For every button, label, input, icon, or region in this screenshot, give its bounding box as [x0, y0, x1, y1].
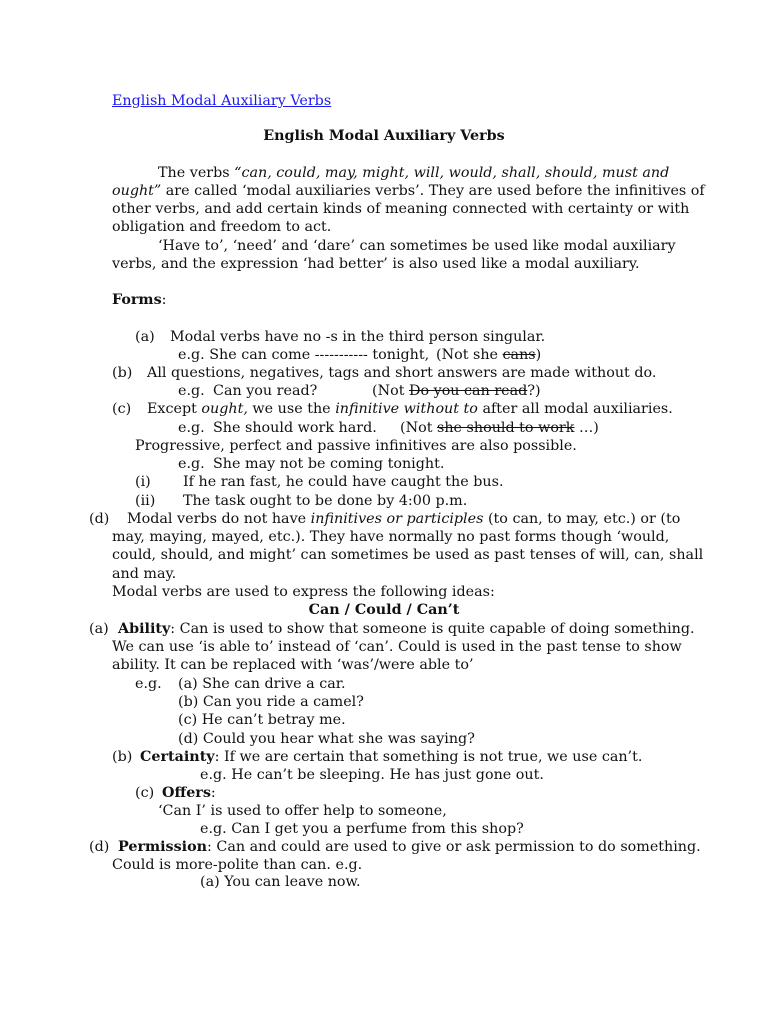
forms-i-marker: (i): [135, 474, 151, 490]
forms-a-not: (Not she cans): [436, 347, 542, 363]
ability-eg: e.g.: [135, 676, 162, 692]
forms-b-eg: e.g.: [178, 383, 205, 399]
forms-d-line-3: could, should, and might’ can sometimes be used as past tenses of will, can, shall: [112, 547, 704, 563]
certainty-line: Certainty: If we are certain that something is not true, we use can’t.: [140, 749, 643, 765]
forms-c-not: (Not she should to work …): [400, 420, 599, 436]
ability-example-3: (c) He can’t betray me.: [178, 712, 346, 728]
permission-line-1: Permission: Can and could are used to give or ask permission to do something.: [118, 839, 701, 855]
forms-progressive: Progressive, perfect and passive infinitives are also possible.: [135, 438, 577, 454]
forms-a-example: e.g. She can come ----------- tonight,: [178, 347, 430, 363]
permission-example: (a) You can leave now.: [200, 874, 361, 890]
certainty-marker: (b): [112, 749, 133, 765]
offers-heading: Offers:: [162, 785, 216, 801]
forms-d-marker: (d): [89, 511, 110, 527]
ability-line-3: ability. It can be replaced with ‘was’/were able to’: [112, 657, 474, 673]
forms-c-eg: e.g.: [178, 420, 205, 436]
ability-line-2: We can use ‘is able to’ instead of ‘can’. Could is used in the past tense to show: [112, 639, 682, 655]
intro-line-3: other verbs, and add certain kinds of meaning connected with certainty or with: [112, 201, 690, 217]
ability-marker: (a): [89, 621, 109, 637]
ability-example-1: (a) She can drive a car.: [178, 676, 346, 692]
page-heading: English Modal Auxiliary Verbs: [263, 128, 505, 144]
forms-c-example: She should work hard.: [213, 420, 377, 436]
forms-d-line-2: may, maying, mayed, etc.). They have normally no past forms though ‘would,: [112, 529, 670, 545]
permission-line-2: Could is more-polite than can. e.g.: [112, 857, 363, 873]
offers-example: e.g. Can I get you a perfume from this shop?: [200, 821, 524, 837]
intro-line-2: ought” are called ‘modal auxiliaries verbs’. They are used before the infinitives of: [112, 183, 705, 199]
intro-line-4: obligation and freedom to act.: [112, 219, 332, 235]
forms-b-example: Can you read?: [213, 383, 318, 399]
forms-d-line-5: Modal verbs are used to express the following ideas:: [112, 584, 495, 600]
forms-d-line-4: and may.: [112, 566, 177, 582]
forms-prog-example: She may not be coming tonight.: [213, 456, 445, 472]
forms-prog-eg: e.g.: [178, 456, 205, 472]
forms-b-marker: (b): [112, 365, 133, 381]
forms-ii-text: The task ought to be done by 4:00 p.m.: [183, 493, 468, 509]
intro-line-6: verbs, and the expression ‘had better’ is also used like a modal auxiliary.: [112, 256, 640, 272]
offers-marker: (c): [135, 785, 155, 801]
intro-line-5: ‘Have to’, ‘need’ and ‘dare’ can sometimes be used like modal auxiliary: [158, 238, 676, 254]
forms-a-text: Modal verbs have no -s in the third person singular.: [170, 329, 546, 345]
forms-d-line-1: Modal verbs do not have infinitives or participles (to can, to may, etc.) or (to: [127, 511, 681, 527]
forms-a-marker: (a): [135, 329, 155, 345]
ability-example-4: (d) Could you hear what she was saying?: [178, 731, 475, 747]
forms-c-marker: (c): [112, 401, 132, 417]
ability-line-1: Ability: Can is used to show that someone is quite capable of doing something.: [118, 621, 695, 637]
can-section-heading: Can / Could / Can’t: [308, 602, 460, 618]
offers-line: ‘Can I’ is used to offer help to someone,: [158, 803, 447, 819]
forms-b-not: (Not Do you can read?): [372, 383, 541, 399]
intro-line-1: The verbs “can, could, may, might, will, would, shall, should, must and: [158, 165, 670, 181]
forms-c-text: Except ought, we use the infinitive without to after all modal auxiliaries.: [147, 401, 673, 417]
forms-ii-marker: (ii): [135, 493, 156, 509]
forms-b-text: All questions, negatives, tags and short answers are made without do.: [147, 365, 657, 381]
certainty-example: e.g. He can’t be sleeping. He has just gone out.: [200, 767, 544, 783]
ability-example-2: (b) Can you ride a camel?: [178, 694, 364, 710]
permission-marker: (d): [89, 839, 110, 855]
title-link[interactable]: English Modal Auxiliary Verbs: [112, 93, 332, 109]
forms-i-text: If he ran fast, he could have caught the bus.: [183, 474, 504, 490]
forms-heading: Forms:: [112, 292, 167, 308]
